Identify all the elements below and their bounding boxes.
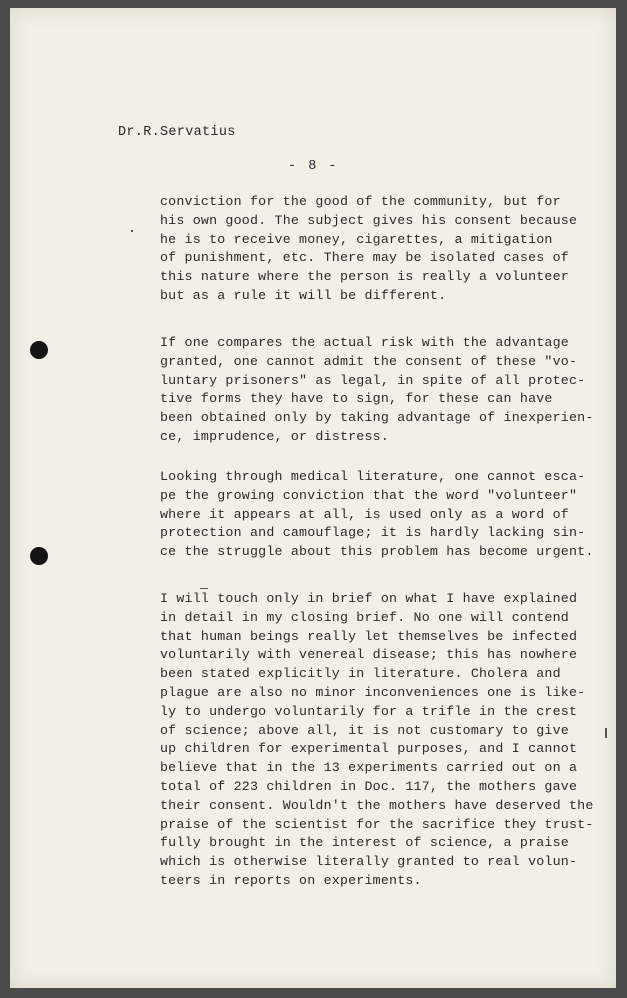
text-line: been obtained only by taking advantage of inexperien- <box>160 410 594 426</box>
text-line: voluntarily with venereal disease; this has nowhere <box>160 647 578 663</box>
text-line: fully brought in the interest of science, a praise <box>160 835 569 851</box>
text-line: protection and camouflage; it is hardly lacking sin- <box>160 525 586 541</box>
text-line: believe that in the 13 experiments carried out on a <box>160 760 578 776</box>
text-line: luntary prisoners" as legal, in spite of all protec- <box>160 372 586 388</box>
text-line: which is otherwise literally granted to real volun- <box>160 854 578 870</box>
text-line: plague are also no minor inconveniences one is like- <box>160 684 586 700</box>
text-line: he is to receive money, cigarettes, a mitigation <box>160 231 553 247</box>
text-line: conviction for the good of the community, but for <box>160 194 561 209</box>
paragraph-1 <box>160 193 577 306</box>
text-line: ce, imprudence, or distress. <box>160 428 390 444</box>
text-line: of science; above all, it is not customary to give <box>160 722 569 738</box>
page-number: - 8 - <box>288 159 339 174</box>
text-line: in detail in my closing brief. No one will contend <box>160 609 569 625</box>
text-line: pe the growing conviction that the word "volunteer" <box>160 487 578 503</box>
text-line: granted, one cannot admit the consent of these "vo- <box>160 353 578 369</box>
text-line: this nature where the person is really a volunteer <box>160 269 569 285</box>
document-page <box>10 8 616 988</box>
paragraph-2 <box>160 334 594 447</box>
text-line: teers in reports on experiments. <box>160 872 422 888</box>
text-line: where it appears at all, is used only as a word of <box>160 506 569 522</box>
ink-speck <box>131 230 133 232</box>
paragraph-3 <box>160 468 594 562</box>
text-line: praise of the scientist for the sacrifice they trust- <box>160 816 594 832</box>
punch-hole <box>30 341 48 359</box>
text-line: but as a rule it will be different. <box>160 287 447 303</box>
text-line: tive forms they have to sign, for these can have <box>160 391 553 407</box>
text-line: their consent. Wouldn't the mothers have deserved the <box>160 797 594 813</box>
text-line: ly to undergo voluntarily for a trifle in the crest <box>160 703 578 719</box>
text-line: If one compares the actual risk with the advantage <box>160 335 569 350</box>
paragraph-4 <box>160 590 594 891</box>
text-line: of punishment, etc. There may be isolated cases of <box>160 250 569 266</box>
text-line: been stated explicitly in literature. Cholera and <box>160 666 561 682</box>
ink-mark <box>605 728 607 738</box>
text-line: his own good. The subject gives his consent because <box>160 212 578 228</box>
punch-hole <box>30 547 48 565</box>
text-line: total of 223 children in Doc. 117, the mothers gave <box>160 778 578 794</box>
text-line: Looking through medical literature, one cannot esca- <box>160 469 586 484</box>
text-line: ce the struggle about this problem has become urgent. <box>160 544 594 560</box>
ink-mark <box>200 588 208 589</box>
author-header: Dr.R.Servatius <box>118 125 236 140</box>
text-line: I will touch only in brief on what I have explained <box>160 591 578 606</box>
text-line: that human beings really let themselves be infected <box>160 628 578 644</box>
text-line: up children for experimental purposes, and I cannot <box>160 741 578 757</box>
